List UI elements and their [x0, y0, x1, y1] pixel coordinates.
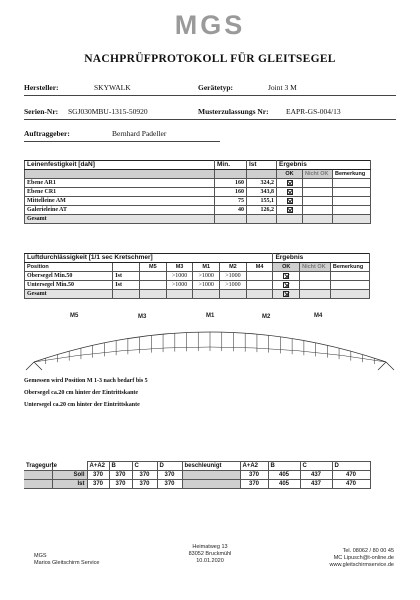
col-c-accel: C [300, 462, 332, 471]
m2-label: M2 [262, 314, 271, 320]
m5-label: M5 [70, 313, 79, 319]
row-ist: 343,8 [247, 188, 277, 197]
wing-profile-diagram [24, 312, 396, 372]
row-min: 40 [215, 206, 247, 215]
cell: 370 [157, 471, 182, 480]
luft-position-header: Position [25, 263, 113, 272]
row-min: 75 [215, 197, 247, 206]
row-label: Ist [52, 480, 87, 489]
luft-ergebnis-header: Ergebnis [273, 254, 370, 263]
col-a-a2: A+A2 [87, 462, 109, 471]
row-name: Untersegel Min.50 [25, 281, 113, 290]
tragegurte-title: Tragegurte [26, 462, 58, 469]
luft-table [24, 253, 370, 299]
row-ist: 324,2 [247, 179, 277, 188]
table-row [25, 206, 371, 215]
m4-label: M4 [314, 313, 323, 319]
checked-box-icon[interactable] [287, 189, 293, 195]
leinen-ist-header: Ist [247, 161, 277, 170]
leinen-ergebnis-header: Ergebnis [277, 161, 371, 170]
auftrag-label: Auftraggeber: [24, 129, 70, 138]
table-row [25, 281, 370, 290]
checked-box-icon[interactable] [287, 207, 293, 213]
note-obersegel: Obersegel ca.20 cm hinter der Eintrittskante [24, 390, 139, 396]
checked-box-icon[interactable] [287, 180, 293, 186]
luft-m2-header: M2 [220, 263, 247, 272]
checked-box-icon[interactable] [283, 273, 289, 279]
table-row [25, 272, 370, 281]
cell: 370 [87, 480, 109, 489]
cell: 370 [132, 480, 157, 489]
beschleunigt-header: beschleunigt [182, 462, 240, 471]
luft-ok-header: OK [273, 263, 300, 272]
col-c: C [132, 462, 157, 471]
cell: 370 [132, 471, 157, 480]
footer-right [330, 548, 395, 569]
row-name: Mittelleine AM [25, 197, 215, 206]
muster-value: EAPR-GS-004/13 [286, 107, 341, 116]
col-d-accel: D [332, 462, 370, 471]
page-title: NACHPRÜFPROTOKOLL FÜR GLEITSEGEL [84, 53, 336, 65]
row-name: Ebene CR1 [25, 188, 215, 197]
geraetetyp-value: Joint 3 M [268, 83, 297, 92]
hersteller-label: Hersteller: [24, 83, 59, 92]
table-row [25, 197, 371, 206]
luft-m1-header: M1 [193, 263, 220, 272]
leinen-bemerkung-header: Bemerkung [333, 170, 371, 179]
hersteller-value: SKYWALK [94, 83, 131, 92]
footer-company-name: Marios Gleitschirm Service [34, 560, 100, 566]
right-wingtip-mark [378, 362, 394, 370]
cell: 470 [332, 471, 370, 480]
luft-m4-header: M4 [246, 263, 273, 272]
footer-left [34, 553, 99, 567]
table-row [25, 188, 371, 197]
footer-website[interactable]: www.gleitschirmservice.de [329, 562, 394, 568]
row-min: 160 [215, 188, 247, 197]
checked-box-icon[interactable] [283, 282, 289, 288]
footer-date: 10.01.2020 [196, 558, 224, 564]
m3-label: M3 [138, 314, 147, 320]
muster-label: Musterzulassungs Nr: [198, 107, 269, 116]
geraetetyp-label: Gerätetyp: [198, 83, 233, 92]
row-ist-label: Ist [113, 281, 140, 290]
m1-label: M1 [206, 313, 215, 319]
row-m2: >1000 [220, 281, 247, 290]
luft-title: Luftdurchlässigkeit [1/1 sec Kretschmer] [25, 254, 273, 263]
serien-label: Serien-Nr: [24, 107, 59, 116]
checked-box-icon[interactable] [283, 291, 289, 297]
col-d: D [157, 462, 182, 471]
footer-center [160, 544, 260, 565]
cell: 405 [268, 480, 300, 489]
note-untersegel: Untersegel ca.20 cm hinter der Eintrittskante [24, 402, 140, 408]
checked-box-icon[interactable] [287, 198, 293, 204]
luft-gesamt: Gesamt [25, 290, 113, 299]
cell: 370 [240, 471, 268, 480]
serien-row [24, 104, 396, 120]
hersteller-row [24, 80, 396, 96]
serien-value: SGJ030MBU-1315-50920 [68, 107, 148, 116]
cell: 470 [332, 480, 370, 489]
row-name: Galerieleine AT [25, 206, 215, 215]
leinen-ok-header: OK [277, 170, 303, 179]
left-wingtip-mark [26, 362, 42, 370]
note-position: Gemessen wird Position M 1-3 nach bedarf bis 5 [24, 378, 148, 384]
footer-phone: Tel. 08062 / 80 00 45 [342, 548, 394, 554]
row-name: Ebene AR1 [25, 179, 215, 188]
luft-bemerkung-header: Bemerkung [330, 263, 369, 272]
footer-street: Heimatweg 13 [192, 544, 228, 550]
cell: 370 [87, 471, 109, 480]
row-m1: >1000 [193, 281, 220, 290]
table-row [25, 179, 371, 188]
leinen-min-header: Min. [215, 161, 247, 170]
table-row [24, 471, 370, 480]
row-label: Soll [52, 471, 87, 480]
cell: 370 [157, 480, 182, 489]
luft-m5-header: M5 [139, 263, 166, 272]
row-m3: >1000 [166, 281, 193, 290]
cell: 370 [109, 480, 132, 489]
cell: 437 [300, 471, 332, 480]
leinen-title: Leinenfestigkeit [daN] [25, 161, 215, 170]
cell: 437 [300, 480, 332, 489]
tragegurte-table [24, 461, 371, 489]
table-row [24, 480, 370, 489]
luft-m3-header: M3 [166, 263, 193, 272]
footer-company: MGS [34, 553, 47, 559]
row-m1: >1000 [193, 272, 220, 281]
leinen-table [24, 160, 371, 224]
footer-city: 83052 Bruckmühl [188, 551, 232, 557]
row-min: 160 [215, 179, 247, 188]
leinen-nicht-ok-header: Nicht OK [303, 170, 333, 179]
cell: 370 [240, 480, 268, 489]
row-ist: 126,2 [247, 206, 277, 215]
cell: 405 [268, 471, 300, 480]
leinen-gesamt: Gesamt [25, 215, 215, 224]
auftrag-value: Bernhard Padeller [112, 129, 167, 138]
rib-lines [46, 332, 375, 364]
row-m3: >1000 [166, 272, 193, 281]
row-ist: 155,1 [247, 197, 277, 206]
cell: 370 [109, 471, 132, 480]
auftrag-row [24, 126, 220, 142]
row-name: Obersegel Min.50 [25, 272, 113, 281]
col-a-a2-accel: A+A2 [240, 462, 268, 471]
luft-nicht-ok-header: Nicht OK [300, 263, 331, 272]
row-m2: >1000 [220, 272, 247, 281]
row-ist-label: Ist [113, 272, 140, 281]
col-b: B [109, 462, 132, 471]
col-b-accel: B [268, 462, 300, 471]
footer-email[interactable]: MC Lipusch@t-online.de [333, 555, 394, 561]
mgs-logo: MGS [174, 10, 246, 40]
